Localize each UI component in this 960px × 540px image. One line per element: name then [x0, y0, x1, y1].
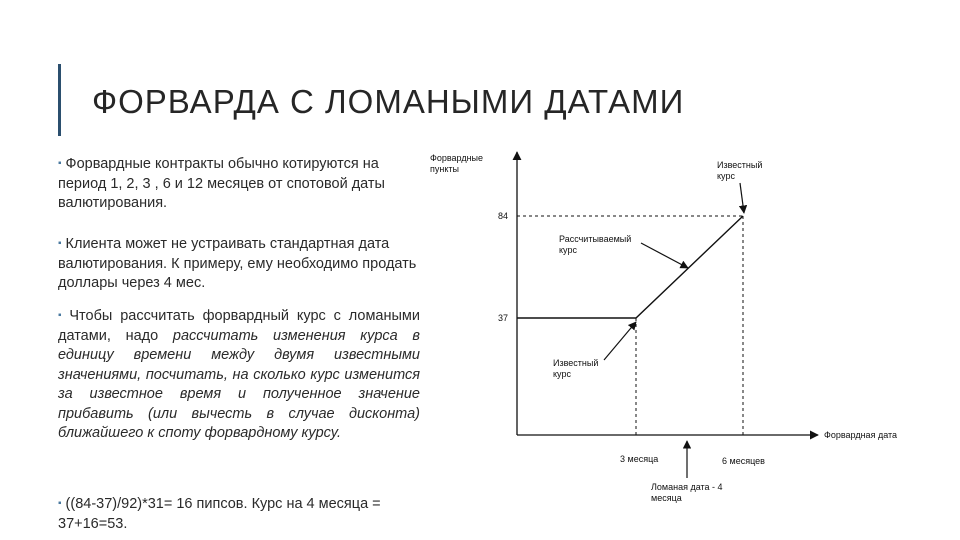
slide-title: ФОРВАРДА С ЛОМАНЫМИ ДАТАМИ [92, 83, 685, 120]
paragraph-3-lead: Чтобы рассчитать форвардный курс с ломаными датами, надо [58, 308, 420, 344]
bullet-icon: ▪ [58, 238, 62, 249]
label-broken-date: Ломаная дата - 4 месяца [651, 482, 723, 503]
bullet-icon: ▪ [58, 498, 62, 509]
rate-line [517, 216, 743, 318]
paragraph-4-text: ((84-37)/92)*31= 16 пипсов. Курс на 4 месяца = 37+16=53. [58, 496, 381, 532]
paragraph-2 [58, 234, 420, 294]
y-tick-37: 37 [498, 313, 509, 323]
x-axis-label: Форвардная дата [824, 430, 898, 440]
paragraph-1 [58, 154, 420, 214]
arrow-known-top [740, 183, 744, 213]
label-known-bottom: Известный курс [553, 358, 599, 379]
label-known-top: Известный курс [717, 160, 763, 181]
bullet-icon: ▪ [58, 310, 66, 321]
title-accent-bar [58, 64, 61, 136]
arrow-known-bottom [604, 322, 636, 360]
paragraph-3-italic: рассчитать изменения курса в единицу времени между двумя известными значениями, посчитать, на сколько курс изменится за известное время и полученное значение прибавить (или вычесть в случае дисконта) ближайшего к споту форвардному курсу. [58, 327, 420, 441]
paragraph-1-text: Форвардные контракты обычно котируются на период 1, 2, 3 , 6 и 12 месяцев от спотовой даты валютирования. [58, 156, 385, 211]
label-3-months: 3 месяца [620, 454, 659, 464]
label-calculated: Рассчитываемый курс [559, 234, 632, 255]
y-axis-label: Форвардные пункты [430, 153, 484, 174]
paragraph-4 [58, 494, 420, 534]
paragraph-3 [58, 306, 420, 444]
label-6-months: 6 месяцев [722, 456, 765, 466]
y-tick-84: 84 [498, 211, 509, 221]
bullet-icon: ▪ [58, 158, 62, 169]
arrow-calculated [641, 243, 688, 268]
paragraph-2-text: Клиента может не устраивать стандартная дата валютирования. К примеру, ему необходимо продать доллары через 4 мес. [58, 236, 417, 291]
